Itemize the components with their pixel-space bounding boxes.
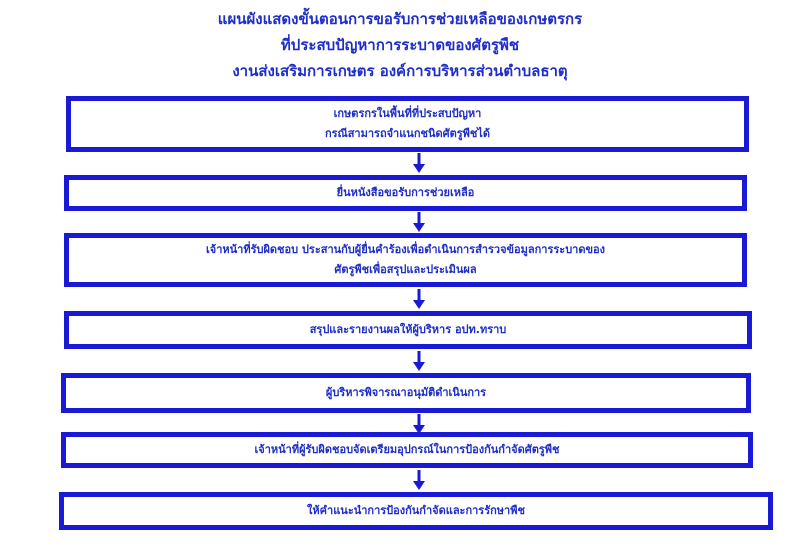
title-line-2: ที่ประสบปัญหาการระบาดของศัตรูพืช (280, 36, 520, 54)
step-7-box (59, 492, 773, 530)
step-2-box (64, 175, 747, 211)
step-2-line-1: ยื่นหนังสือขอรับการช่วยเหลือ (336, 186, 475, 199)
step-6-line-1: เจ้าหน้าที่ผู้รับผิดชอบจัดเตรียมอุปกรณ์ในการป้องกันกำจัดศัตรูพืช (254, 443, 560, 456)
step-3-box (64, 233, 747, 287)
step-1-line-1: เกษตรกรในพื้นที่ที่ประสบปัญหา (333, 107, 482, 120)
step-1-line-2: กรณีสามารถจำแนกชนิดศัตรูพืชได้ (324, 127, 491, 140)
title-line-1: แผนผังแสดงขั้นตอนการขอรับการช่วยเหลือของเกษตรกร (217, 10, 583, 28)
arrow-down-icon (413, 289, 425, 309)
step-4-line-1: สรุปและรายงานผลให้ผู้บริหาร อปท.ทราบ (309, 323, 507, 336)
arrow-down-icon (413, 470, 425, 490)
step-4-box (64, 311, 752, 349)
step-3-line-2: ศัตรูพืชเพื่อสรุปและประเมินผล (334, 263, 477, 276)
arrow-down-icon (413, 351, 425, 371)
arrow-down-icon (413, 414, 425, 434)
flowchart-title (0, 6, 800, 84)
arrow-down-icon (413, 153, 425, 173)
step-5-line-1: ผู้บริหารพิจารณาอนุมัติดำเนินการ (325, 386, 487, 399)
step-6-box (61, 432, 753, 468)
arrow-down-icon (413, 212, 425, 232)
title-line-3: งานส่งเสริมการเกษตร องค์การบริหารส่วนตำบลธาตุ (232, 62, 568, 80)
step-7-line-1: ให้คำแนะนำการป้องกันกำจัดและการรักษาพืช (307, 504, 525, 517)
step-3-line-1: เจ้าหน้าที่รับผิดชอบ ประสานกับผู้ยื่นคำร้องเพื่อดำเนินการสำรวจข้อมูลการระบาดของ (205, 243, 605, 256)
step-5-box (61, 373, 751, 413)
step-1-box (66, 96, 749, 152)
